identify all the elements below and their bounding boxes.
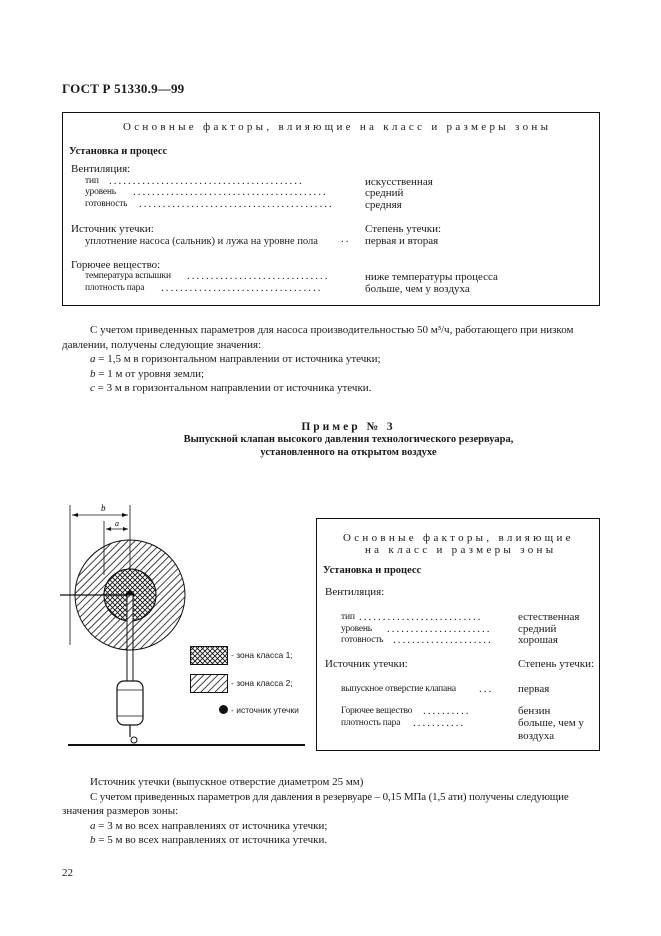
leader-dots: ......................: [387, 623, 492, 635]
box1-flammable-row-label: температура вспышки: [85, 271, 171, 281]
box2-heading-2: на класс и размеры зоны: [365, 544, 557, 556]
box1-row-value: средний: [365, 187, 404, 199]
box2-source-label: Источник утечки:: [325, 658, 408, 670]
box1-flammable-row-value: больше, чем у воздуха: [365, 283, 470, 295]
box2-heading-1: Основные факторы, влияющие: [343, 532, 574, 544]
para2-item: [62, 819, 602, 834]
box1-row-value: искусственная: [365, 176, 433, 188]
box2-flammable-row-label: плотность пара: [341, 718, 401, 728]
var-a: a: [90, 353, 96, 365]
leader-dots: .........................................: [109, 175, 304, 187]
para2-item-text: = 5 м во всех направлениях от источника утечки.: [95, 834, 328, 846]
var-a: a: [90, 819, 96, 832]
para1-item-text: = 1 м от уровня земли;: [95, 367, 205, 380]
box1-section-title: Установка и процесс: [69, 146, 168, 157]
paragraph-2: [62, 775, 602, 848]
para1-line-2: давлении, получены следующие значения:: [62, 338, 262, 351]
box1-heading: Основные факторы, влияющие на класс и размеры зоны: [123, 121, 552, 133]
para1-item: [62, 367, 602, 382]
pipe-in-zone: [127, 595, 133, 650]
box1-row-label: готовность: [85, 199, 128, 209]
example-title: Пример № 3: [301, 421, 396, 433]
dim-b-label: b: [101, 503, 106, 513]
box1-row-value: средняя: [365, 199, 402, 211]
box2-row-label: готовность: [341, 635, 384, 645]
para1-item: [62, 381, 602, 396]
box1-row-label: уровень: [85, 187, 116, 197]
var-b: b: [90, 367, 96, 380]
box1-source-row-label: уплотнение насоса (сальник) и лужа на уровне пола: [85, 236, 318, 247]
factors-box-1: [62, 112, 600, 306]
box2-degree-label: Степень утечки:: [518, 658, 595, 670]
leader-dots: .........................................: [133, 186, 328, 198]
example-subtitle-1: Выпускной клапан высокого давления технологического резервуара,: [183, 434, 514, 445]
legend-label-class-2: - зона класса 2;: [231, 678, 293, 688]
box1-row-label: тип: [85, 176, 99, 186]
box2-flammable-row-label: Горючее вещество: [341, 706, 413, 716]
para1-line-1: С учетом приведенных параметров для насоса производительностью 50 м³/ч, работающего при низком: [90, 324, 574, 336]
box1-flammable-row-value: ниже температуры процесса: [365, 271, 498, 283]
box1-flammable-row-label: плотность пара: [85, 283, 145, 293]
legend-label-source: - источник утечки: [231, 705, 299, 715]
leader-dots: ..........................: [359, 611, 483, 623]
leader-dots: ..........: [423, 705, 471, 717]
document-header: ГОСТ Р 51330.9—99: [62, 81, 185, 96]
box1-flammable-label: Горючее вещество:: [71, 259, 161, 271]
example-subtitle-2: установленного на открытом воздухе: [260, 447, 437, 458]
legend-swatch-class-1: [190, 646, 228, 665]
box2-row-value: естественная: [518, 611, 580, 623]
leader-dots: ..: [341, 233, 351, 245]
box2-source-row-label: выпускное отверстие клапана: [341, 684, 456, 694]
box2-section-title: Установка и процесс: [323, 565, 422, 576]
leader-dots: ..................................: [161, 282, 323, 294]
leader-dots: .........................................: [139, 198, 334, 210]
box2-row-value: хорошая: [518, 634, 558, 646]
para1-item-text: = 1,5 м в горизонтальном направлении от источника утечки;: [95, 353, 381, 365]
box1-source-row-value: первая и вторая: [365, 235, 439, 247]
box2-row-label: тип: [341, 612, 355, 622]
paragraph-1: [62, 323, 602, 396]
page-number: 22: [62, 867, 73, 879]
para1-item-text: = 3 м в горизонтальном направлении от источника утечки.: [94, 382, 372, 394]
box1-source-label: Источник утечки:: [71, 223, 154, 235]
box1-ventilation-label: Вентиляция:: [71, 163, 131, 175]
box2-ventilation-label: Вентиляция:: [325, 586, 385, 598]
para2-line-2: С учетом приведенных параметров для давления в резервуаре – 0,15 МПа (1,5 ати) получены следующие: [90, 790, 569, 803]
box2-source-row-value: первая: [518, 683, 550, 695]
box2-flammable-row-value: больше, чем у: [518, 717, 584, 729]
box2-row-value: средний: [518, 623, 557, 635]
para1-item: [62, 352, 602, 367]
legend-swatch-class-2: [190, 674, 228, 693]
leader-dots: .....................: [393, 634, 493, 646]
box1-degree-label: Степень утечки:: [365, 223, 442, 235]
para2-item: [62, 833, 602, 848]
legend-source-dot: [219, 705, 228, 714]
para2-line-3: значения размеров зоны:: [62, 805, 179, 817]
legend-label-class-1: - зона класса 1;: [231, 650, 293, 660]
var-b: b: [90, 834, 96, 846]
dim-a-label: a: [115, 519, 119, 528]
para2-line-1: Источник утечки (выпускное отверстие диаметром 25 мм): [90, 776, 364, 788]
box2-flammable-row-value: бензин: [518, 705, 551, 717]
var-c: c: [90, 382, 95, 394]
box2-value-continuation: воздуха: [518, 730, 555, 742]
leader-dots: ...........: [413, 717, 466, 729]
box2-row-label: уровень: [341, 624, 372, 634]
leader-dots: ..............................: [187, 270, 330, 282]
leader-dots: ...: [479, 683, 494, 695]
tank-valve-figure: [60, 495, 320, 755]
tank-body: [117, 681, 143, 725]
factors-box-2: [316, 518, 600, 751]
drain-valve: [131, 737, 137, 743]
para2-item-text: = 3 м во всех направлениях от источника утечки;: [95, 819, 328, 832]
